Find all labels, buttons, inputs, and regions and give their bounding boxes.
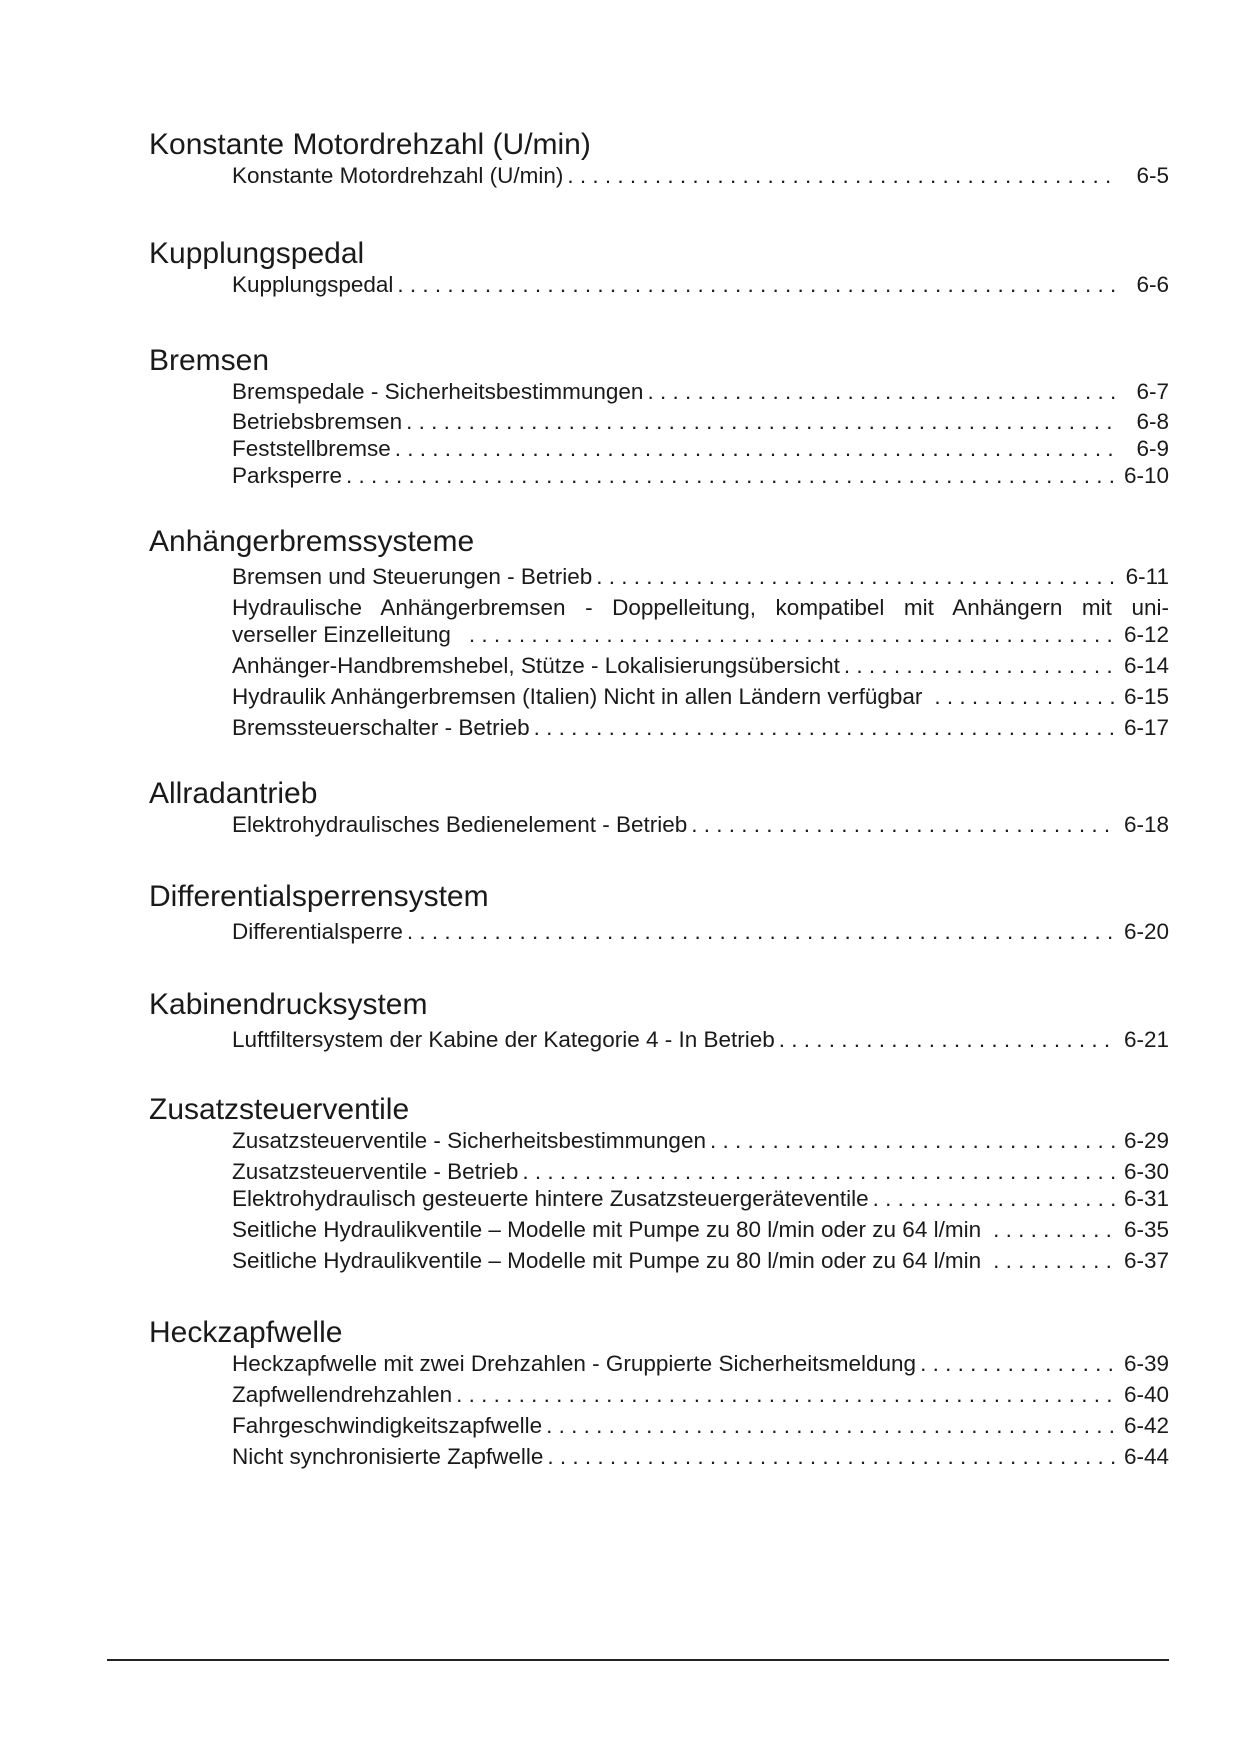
- entry-page: 6-5: [1136, 163, 1169, 188]
- entry-page: 6-21: [1123, 1027, 1169, 1052]
- section-title: Allradantrieb: [149, 777, 318, 810]
- entry-page: 6-8: [1136, 409, 1169, 434]
- toc-entry[interactable]: [232, 1412, 1169, 1439]
- toc-section: [149, 525, 1169, 741]
- entry-title: Luftfiltersystem der Kabine der Kategorie 4 - In Betrieb: [232, 1027, 775, 1052]
- leader-dots: [993, 1247, 1117, 1274]
- leader-dots: [522, 1158, 1117, 1185]
- entry-page: 6-39: [1123, 1351, 1169, 1376]
- entry-title: Elektrohydraulisches Bedienelement - Betrieb: [232, 812, 688, 837]
- entry-title: Nicht synchronisierte Zapfwelle: [232, 1444, 544, 1469]
- toc-section: [149, 1093, 1169, 1274]
- section-title: Anhängerbremssysteme: [149, 525, 475, 558]
- toc-entry[interactable]: [232, 683, 1169, 710]
- leader-dots: [647, 378, 1117, 405]
- entry-title: Bremsen und Steuerungen - Betrieb: [232, 564, 593, 589]
- section-title: Zusatzsteuerventile: [149, 1093, 410, 1126]
- toc-entry[interactable]: [232, 652, 1169, 679]
- entry-page: 6-35: [1123, 1217, 1169, 1242]
- entry-page: 6-42: [1123, 1413, 1169, 1438]
- leader-dots: [456, 1381, 1117, 1408]
- toc-entry[interactable]: [232, 462, 1169, 489]
- section-title: Heckzapfwelle: [149, 1316, 343, 1349]
- toc-entry[interactable]: [232, 1381, 1169, 1408]
- entry-page: 6-18: [1123, 812, 1169, 837]
- leader-dots: [710, 1127, 1117, 1154]
- entry-title: Hydraulische Anhängerbremsen - Doppelleitung, kompatibel mit Anhängern mit uni-: [232, 595, 1169, 620]
- toc-entry[interactable]: [232, 1026, 1169, 1053]
- leader-dots: [346, 462, 1117, 489]
- toc-entry[interactable]: [232, 1350, 1169, 1377]
- leader-dots: [596, 563, 1117, 590]
- toc-entry[interactable]: [232, 1185, 1169, 1212]
- leader-dots: [779, 1026, 1117, 1053]
- leader-dots: [397, 271, 1117, 298]
- entry-title: Bremspedale - Sicherheitsbestimmungen: [232, 379, 644, 404]
- entry-page: 6-6: [1136, 272, 1169, 297]
- entry-page: 6-15: [1123, 684, 1169, 709]
- entry-page: 6-20: [1123, 919, 1169, 944]
- leader-dots: [691, 811, 1117, 838]
- entry-title: Hydraulik Anhängerbremsen (Italien) Nicht in allen Ländern verfügbar: [232, 684, 923, 709]
- entry-title: Feststellbremse: [232, 436, 391, 461]
- entry-title: Seitliche Hydraulikventile – Modelle mit Pumpe zu 80 l/min oder zu 64 l/min: [232, 1248, 982, 1273]
- toc-entry[interactable]: [232, 563, 1169, 590]
- entry-page: 6-40: [1123, 1382, 1169, 1407]
- leader-dots: [469, 621, 1117, 648]
- entry-title: Seitliche Hydraulikventile – Modelle mit Pumpe zu 80 l/min oder zu 64 l/min: [232, 1217, 982, 1242]
- leader-dots: [873, 1185, 1117, 1212]
- leader-dots: [546, 1412, 1117, 1439]
- entry-page: 6-11: [1125, 564, 1169, 589]
- toc-entry[interactable]: [232, 1443, 1169, 1470]
- entry-title: Konstante Motordrehzahl (U/min): [232, 163, 564, 188]
- toc-entry[interactable]: [232, 1216, 1169, 1243]
- entry-title: Kupplungspedal: [232, 272, 394, 297]
- toc-entry[interactable]: [232, 811, 1169, 838]
- entry-title: Heckzapfwelle mit zwei Drehzahlen - Gruppierte Sicherheitsmeldung: [232, 1351, 917, 1376]
- toc-entry[interactable]: [232, 408, 1169, 435]
- entry-title: Zusatzsteuerventile - Sicherheitsbestimmungen: [232, 1128, 706, 1153]
- entry-page: 6-37: [1123, 1248, 1169, 1273]
- entry-page: 6-7: [1136, 379, 1169, 404]
- entry-page: 6-44: [1123, 1444, 1169, 1469]
- entry-title: Anhänger-Handbremshebel, Stütze - Lokalisierungsübersicht: [232, 653, 840, 678]
- entry-page: 6-17: [1123, 715, 1169, 740]
- table-of-contents: [149, 128, 1169, 1470]
- toc-section: [149, 237, 1169, 298]
- leader-dots: [547, 1443, 1117, 1470]
- toc-entry[interactable]: [232, 1158, 1169, 1185]
- toc-entry[interactable]: [232, 714, 1169, 741]
- leader-dots: [993, 1216, 1117, 1243]
- toc-section: [149, 880, 1169, 945]
- entry-title: Elektrohydraulisch gesteuerte hintere Zusatzsteuergeräteventile: [232, 1186, 869, 1211]
- entry-title: Betriebsbremsen: [232, 409, 403, 434]
- leader-dots: [406, 408, 1117, 435]
- entry-title-continued: verseller Einzelleitung: [232, 622, 451, 647]
- entry-page: 6-29: [1123, 1128, 1169, 1153]
- entry-title: Zapfwellendrehzahlen: [232, 1382, 453, 1407]
- toc-section: [149, 988, 1169, 1053]
- footer-rule: [107, 1659, 1169, 1661]
- section-title: Bremsen: [149, 344, 270, 377]
- entry-page: 6-10: [1123, 463, 1169, 488]
- leader-dots: [844, 652, 1117, 679]
- toc-entry[interactable]: [232, 918, 1169, 945]
- leader-dots: [407, 918, 1117, 945]
- entry-page: 6-31: [1123, 1186, 1169, 1211]
- toc-entry[interactable]: [232, 435, 1169, 462]
- toc-entry[interactable]: [232, 1247, 1169, 1274]
- leader-dots: [395, 435, 1117, 462]
- section-title: Konstante Motordrehzahl (U/min): [149, 128, 591, 161]
- entry-page: 6-9: [1136, 436, 1169, 461]
- toc-entry[interactable]: [232, 271, 1169, 298]
- toc-entry[interactable]: [232, 162, 1169, 189]
- toc-section: [149, 128, 1169, 189]
- entry-page: 6-14: [1123, 653, 1169, 678]
- toc-entry[interactable]: [232, 1127, 1169, 1154]
- section-title: Kabinendrucksystem: [149, 988, 428, 1021]
- leader-dots: [567, 162, 1117, 189]
- entry-page: 6-12: [1123, 622, 1169, 647]
- entry-title: Zusatzsteuerventile - Betrieb: [232, 1159, 519, 1184]
- leader-dots: [920, 1350, 1117, 1377]
- toc-entry[interactable]: [232, 594, 1169, 648]
- toc-entry[interactable]: [232, 378, 1169, 405]
- toc-section: [149, 777, 1169, 838]
- entry-title: Bremssteuerschalter - Betrieb: [232, 715, 530, 740]
- section-title: Differentialsperrensystem: [149, 880, 489, 913]
- section-title: Kupplungspedal: [149, 237, 365, 270]
- toc-section: [149, 344, 1169, 489]
- toc-section: [149, 1316, 1169, 1470]
- entry-page: 6-30: [1123, 1159, 1169, 1184]
- entry-title: Differentialsperre: [232, 919, 403, 944]
- entry-title: Parksperre: [232, 463, 343, 488]
- leader-dots: [534, 714, 1117, 741]
- entry-title: Fahrgeschwindigkeitszapfwelle: [232, 1413, 543, 1438]
- leader-dots: [934, 683, 1117, 710]
